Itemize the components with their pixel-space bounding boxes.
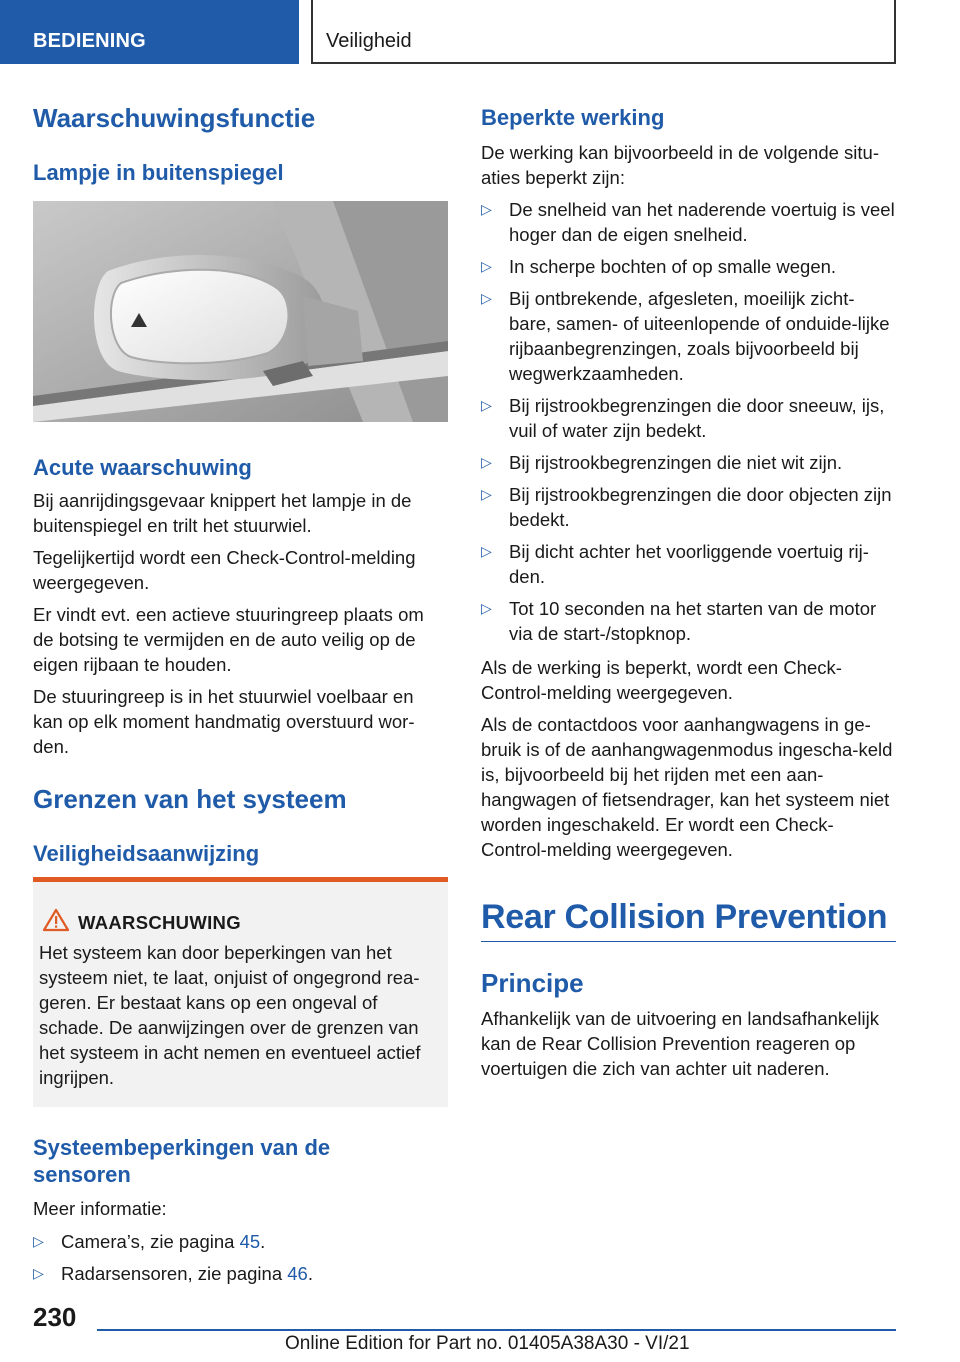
heading-sensor-limits-1: Systeembeperkingen van de xyxy=(33,1135,331,1160)
list-item: ▷ Camera’s, zie pagina 45. xyxy=(33,1231,266,1252)
mirror-illustration xyxy=(33,201,448,422)
warning-triangle-icon xyxy=(43,908,69,932)
list-item: ▷ De snelheid van het naderende voertuig is veel hoger dan de eigen snelheid. xyxy=(481,199,895,245)
paragraph-limited-message: Als de werking is beperkt, wordt een Check-Control-melding weergegeven. xyxy=(481,657,842,703)
list-item: ▷ Bij ontbrekende, afgesleten, moeilijk zicht-bare, samen- of uiteenlopende of onduide-lijke rijbaanbegrenzingen, zoals bijvoorbeeld bij wegwerkzaamheden. xyxy=(481,288,890,384)
triangle-right-icon: ▷ xyxy=(33,1265,44,1281)
triangle-right-icon: ▷ xyxy=(481,454,492,470)
list-item: ▷ Bij dicht achter het voorliggende voertuig rij-den. xyxy=(481,541,869,587)
triangle-right-icon: ▷ xyxy=(481,543,492,559)
paragraph-acute-4: De stuuringreep is in het stuurwiel voelbaar en kan op elk moment handmatig overstuurd wor-den. xyxy=(33,686,415,757)
heading-safety-note: Veiligheidsaanwijzing xyxy=(33,841,260,866)
triangle-right-icon: ▷ xyxy=(481,201,492,217)
triangle-right-icon: ▷ xyxy=(481,290,492,306)
heading-rule xyxy=(481,941,896,942)
warning-label: WAARSCHUWING xyxy=(78,912,241,933)
triangle-right-icon: ▷ xyxy=(481,397,492,413)
footer-rule xyxy=(97,1329,896,1331)
section-title: Veiligheid xyxy=(311,0,896,64)
footer-edition: Online Edition for Part no. 01405A38A30 - VI/21 xyxy=(285,1333,690,1354)
triangle-right-icon: ▷ xyxy=(481,486,492,502)
paragraph-principle: Afhankelijk van de uitvoering en landsafhankelijk kan de Rear Collision Prevention reageren op voertuigen die zich van achter uit naderen. xyxy=(481,1008,880,1079)
page-link-45[interactable]: 45 xyxy=(239,1231,261,1252)
list-item: ▷ Radarsensoren, zie pagina 46. xyxy=(33,1263,313,1284)
more-info-label: Meer informatie: xyxy=(33,1198,167,1219)
paragraph-acute-1: Bij aanrijdingsgevaar knippert het lampje in de buitenspiegel en trilt het stuurwiel. xyxy=(33,490,412,536)
heading-acute-warning: Acute waarschuwing xyxy=(33,455,252,480)
page-number: 230 xyxy=(33,1302,77,1332)
heading-mirror-lamp: Lampje in buitenspiegel xyxy=(33,160,284,185)
paragraph-acute-2: Tegelijkertijd wordt een Check-Control-melding weergegeven. xyxy=(33,547,416,593)
heading-warning-function: Waarschuwingsfunctie xyxy=(33,103,316,133)
triangle-right-icon: ▷ xyxy=(481,600,492,616)
list-item: ▷ In scherpe bochten of op smalle wegen. xyxy=(481,256,837,277)
paragraph-acute-3: Er vindt evt. een actieve stuuringreep plaats om de botsing te vermijden en de auto veilig op de eigen rijbaan te houden. xyxy=(33,604,424,675)
list-item: ▷ Bij rijstrookbegrenzingen die door sneeuw, ijs, vuil of water zijn bedekt. xyxy=(481,395,885,441)
heading-sensor-limits-2: sensoren xyxy=(33,1162,131,1187)
warning-text: Het systeem kan door beperkingen van het systeem niet, te laat, onjuist of ongegrond rea-geren. Er bestaat kans op een ongeval of schade. De aanwijzingen over de grenzen van het systeem in acht nemen en eventueel actief ingrijpen. xyxy=(39,942,421,1088)
heading-principle: Principe xyxy=(481,968,584,998)
paragraph-trailer: Als de contactdoos voor aanhangwagens in ge-bruik is of de aanhangwagenmodus ingescha-keld is, bijvoorbeeld bij het rijden met een aan-hangwagen of fietsendrager, kan het systeem niet worden ingeschakeld. Er wordt een Check-Control-melding weergegeven. xyxy=(481,714,893,860)
list-item: ▷ Bij rijstrookbegrenzingen die door objecten zijn bedekt. xyxy=(481,484,892,530)
chapter-tab[interactable]: BEDIENING xyxy=(0,0,299,64)
list-item: ▷ Tot 10 seconden na het starten van de motor via de start-/stopknop. xyxy=(481,598,877,644)
warning-box xyxy=(33,877,448,1107)
heading-rear-collision-prevention: Rear Collision Prevention xyxy=(481,898,888,936)
heading-system-limits: Grenzen van het systeem xyxy=(33,784,347,814)
triangle-right-icon: ▷ xyxy=(33,1233,44,1249)
triangle-right-icon: ▷ xyxy=(481,258,492,274)
heading-limited-operation: Beperkte werking xyxy=(481,105,665,130)
page-link-46[interactable]: 46 xyxy=(287,1263,308,1284)
list-item: ▷ Bij rijstrookbegrenzingen die niet wit zijn. xyxy=(481,452,843,473)
paragraph-limited-intro: De werking kan bijvoorbeeld in de volgende situ-aties beperkt zijn: xyxy=(481,142,879,188)
